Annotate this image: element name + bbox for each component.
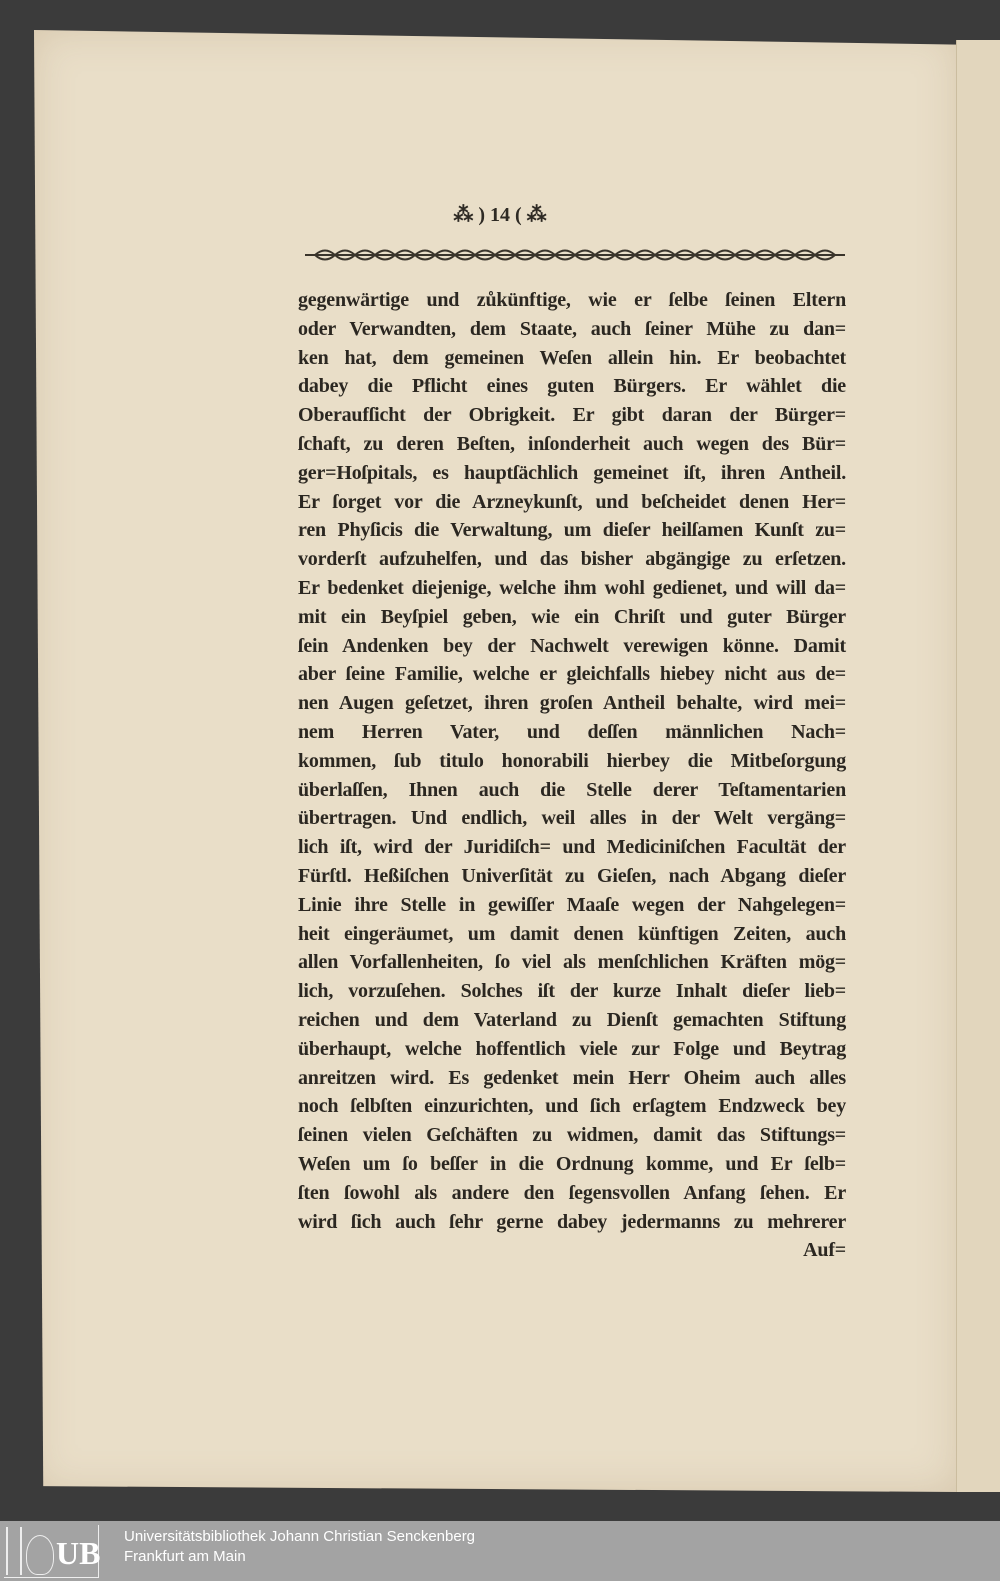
text-line: lich iſt, wird der Juridiſch= und Mediciniſchen Facultät der bbox=[298, 836, 846, 859]
text-line: Oberaufſicht der Obrigkeit. Er gibt daran der Bürger= bbox=[298, 404, 846, 427]
text-line: Fürſtl. Heßiſchen Univerſität zu Gieſen, nach Abgang dieſer bbox=[298, 864, 846, 887]
text-line: gegenwärtige und zůkünftige, wie er ſelbe ſeinen Eltern bbox=[298, 289, 846, 311]
ornamental-rule bbox=[305, 246, 845, 264]
text-line: lich, vorzuſehen. Solches iſt der kurze Inhalt dieſer lieb= bbox=[298, 980, 846, 1003]
text-line: Er ſorget vor die Arzneykunſt, und beſcheidet denen Her= bbox=[298, 490, 846, 513]
logo-columns-icon bbox=[6, 1527, 22, 1575]
text-line: überhaupt, welche hoffentlich viele zur Folge und Beytrag bbox=[298, 1037, 846, 1060]
text-line: ken hat, dem gemeinen Weſen allein hin. Er beobachtet bbox=[298, 346, 846, 369]
text-line: ſeinen vielen Geſchäften zu widmen, damit das Stiftungs= bbox=[298, 1124, 846, 1147]
text-line: Weſen um ſo beſſer in die Ordnung komme, und Er ſelb= bbox=[298, 1152, 846, 1175]
institution-name: Universitätsbibliothek Johann Christian Senckenberg bbox=[124, 1528, 476, 1545]
logo-text: UB bbox=[56, 1535, 101, 1571]
page-number-header: ⁂ ) 14 ( ⁂ bbox=[453, 204, 547, 226]
text-line: ger=Hoſpitals, es hauptſächlich gemeinet iſt, ihren Antheil. bbox=[298, 461, 846, 484]
text-line: ſein Andenken bey der Nachwelt verewigen könne. Damit bbox=[298, 634, 846, 657]
text-line: übertragen. Und endlich, weil alles in der Welt vergäng= bbox=[298, 807, 846, 830]
institution-city: Frankfurt am Main bbox=[124, 1548, 246, 1565]
text-line: aber ſeine Familie, welche er gleichfalls hiebey nicht aus de= bbox=[298, 663, 846, 686]
text-line: dabey die Pflicht eines guten Bürgers. Er wählet die bbox=[298, 375, 846, 398]
text-line: allen Vorfallenheiten, ſo viel als menſchlichen Kräften mög= bbox=[298, 951, 846, 974]
text-line: Er bedenket diejenige, welche ihm wohl gedienet, und will da= bbox=[298, 576, 846, 599]
text-line: wird ſich auch ſehr gerne dabey jedermanns zu mehrerer bbox=[298, 1210, 846, 1233]
adjacent-page-edge bbox=[956, 40, 1000, 1492]
text-line: reichen und dem Vaterland zu Dienſt gemachten Stiftung bbox=[298, 1008, 846, 1031]
text-line: nem Herren Vater, und deſſen männlichen Nach= bbox=[298, 720, 846, 743]
text-line: nen Augen geſetzet, ihren groſen Antheil behalte, wird mei= bbox=[298, 692, 846, 715]
text-line: Linie ihre Stelle in gewiſſer Maaſe wegen der Nahgelegen= bbox=[298, 893, 846, 916]
body-text bbox=[298, 286, 846, 1265]
text-line: mit ein Beyſpiel geben, wie ein Chriſt und guter Bürger bbox=[298, 605, 846, 628]
text-line: überlaſſen, Ihnen auch die Stelle derer Teſtamentarien bbox=[298, 778, 846, 801]
library-footer bbox=[0, 1521, 1000, 1581]
catchword: Auf= bbox=[803, 1239, 846, 1262]
ub-logo bbox=[4, 1525, 99, 1578]
text-line: kommen, ſub titulo honorabili hierbey die Mitbeſorgung bbox=[298, 749, 846, 772]
text-line: vorderſt aufzuhelfen, und das bisher abgängige zu erſetzen. bbox=[298, 548, 846, 571]
text-line: noch ſelbſten einzurichten, und ſich erſagtem Endzweck bey bbox=[298, 1095, 846, 1118]
text-line: anreitzen wird. Es gedenket mein Herr Oheim auch alles bbox=[298, 1066, 846, 1089]
text-line: heit eingeräumet, um damit denen künftigen Zeiten, auch bbox=[298, 922, 846, 945]
text-line: oder Verwandten, dem Staate, auch ſeiner Mühe zu dan= bbox=[298, 317, 846, 340]
text-line: ſten ſowohl als andere den ſegensvollen Anfang ſehen. Er bbox=[298, 1181, 846, 1204]
text-line: ſchaft, zu deren Beſten, inſonderheit auch wegen des Bür= bbox=[298, 432, 846, 455]
logo-portrait-icon bbox=[26, 1535, 54, 1575]
text-line: ren Phyſicis die Verwaltung, um dieſer heilſamen Kunſt zu= bbox=[298, 519, 846, 542]
